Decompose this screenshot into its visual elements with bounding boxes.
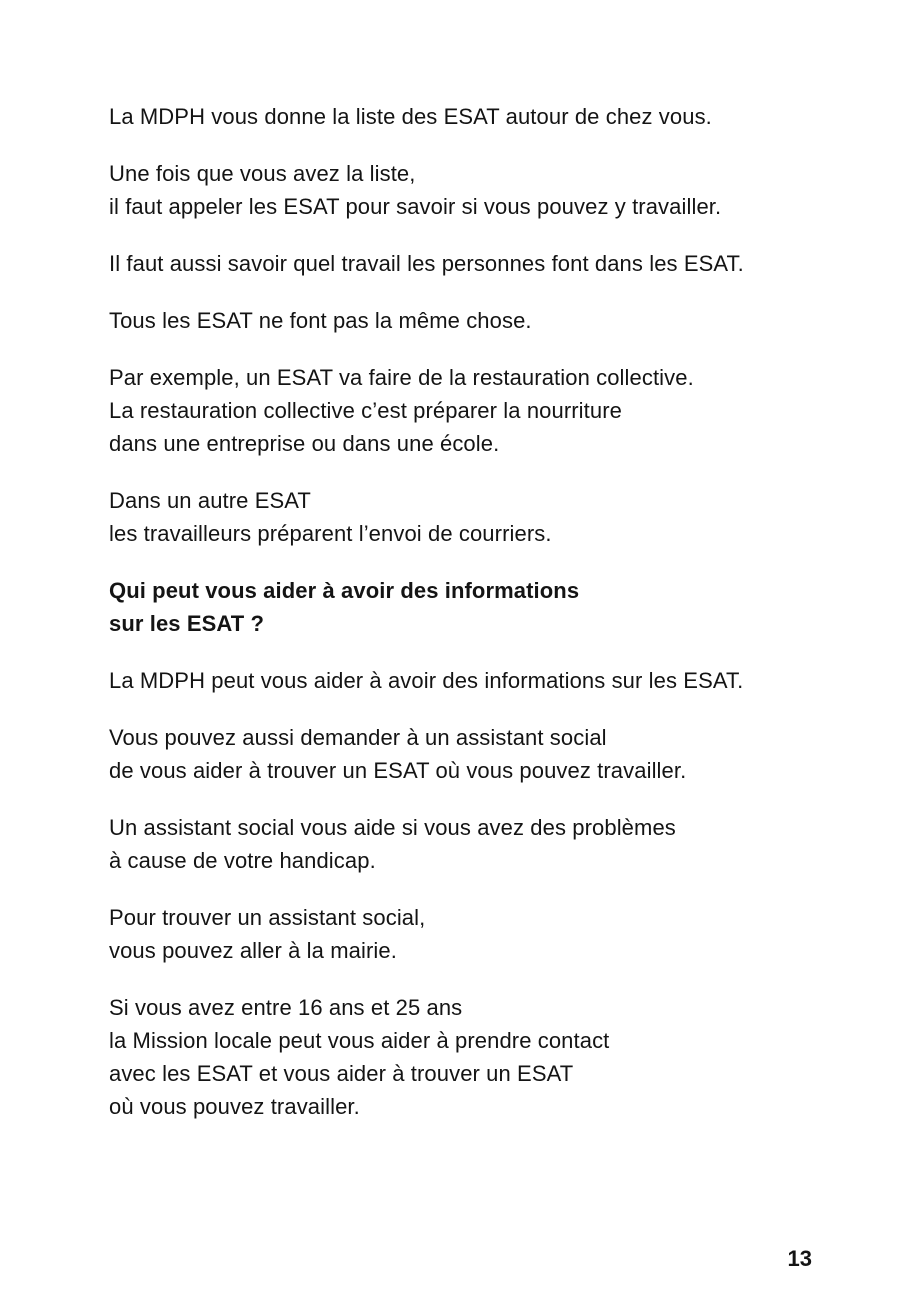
text-line: dans une entreprise ou dans une école. [109,431,500,456]
paragraph [109,811,829,877]
text-line: la Mission locale peut vous aider à prendre contact [109,1028,610,1053]
text-line: à cause de votre handicap. [109,848,376,873]
text-line: de vous aider à trouver un ESAT où vous pouvez travailler. [109,758,687,783]
paragraph [109,721,829,787]
text-line: il faut appeler les ESAT pour savoir si vous pouvez y travailler. [109,194,722,219]
document-body [109,100,829,1147]
text-line: Si vous avez entre 16 ans et 25 ans [109,995,463,1020]
paragraph [109,901,829,967]
paragraph [109,361,829,460]
text-line: La MDPH vous donne la liste des ESAT autour de chez vous. [109,104,712,129]
text-line: avec les ESAT et vous aider à trouver un ESAT [109,1061,574,1086]
text-line: les travailleurs préparent l’envoi de courriers. [109,521,552,546]
paragraph [109,247,829,280]
text-line: Par exemple, un ESAT va faire de la restauration collective. [109,365,694,390]
text-line: Dans un autre ESAT [109,488,311,513]
paragraph [109,100,829,133]
text-line: Un assistant social vous aide si vous avez des problèmes [109,815,676,840]
text-line: Pour trouver un assistant social, [109,905,426,930]
page-number: 13 [787,1246,812,1271]
text-line: La MDPH peut vous aider à avoir des informations sur les ESAT. [109,668,744,693]
text-line: vous pouvez aller à la mairie. [109,938,397,963]
paragraph [109,991,829,1123]
text-line: Il faut aussi savoir quel travail les personnes font dans les ESAT. [109,251,744,276]
paragraph [109,664,829,697]
paragraph [109,157,829,223]
text-line: Tous les ESAT ne font pas la même chose. [109,308,532,333]
paragraph [109,484,829,550]
text-line: où vous pouvez travailler. [109,1094,360,1119]
heading-line: sur les ESAT ? [109,611,265,636]
paragraph [109,304,829,337]
text-line: Vous pouvez aussi demander à un assistant social [109,725,607,750]
heading-line: Qui peut vous aider à avoir des informations [109,578,580,603]
section-heading [109,574,829,640]
text-line: Une fois que vous avez la liste, [109,161,416,186]
text-line: La restauration collective c’est préparer la nourriture [109,398,622,423]
